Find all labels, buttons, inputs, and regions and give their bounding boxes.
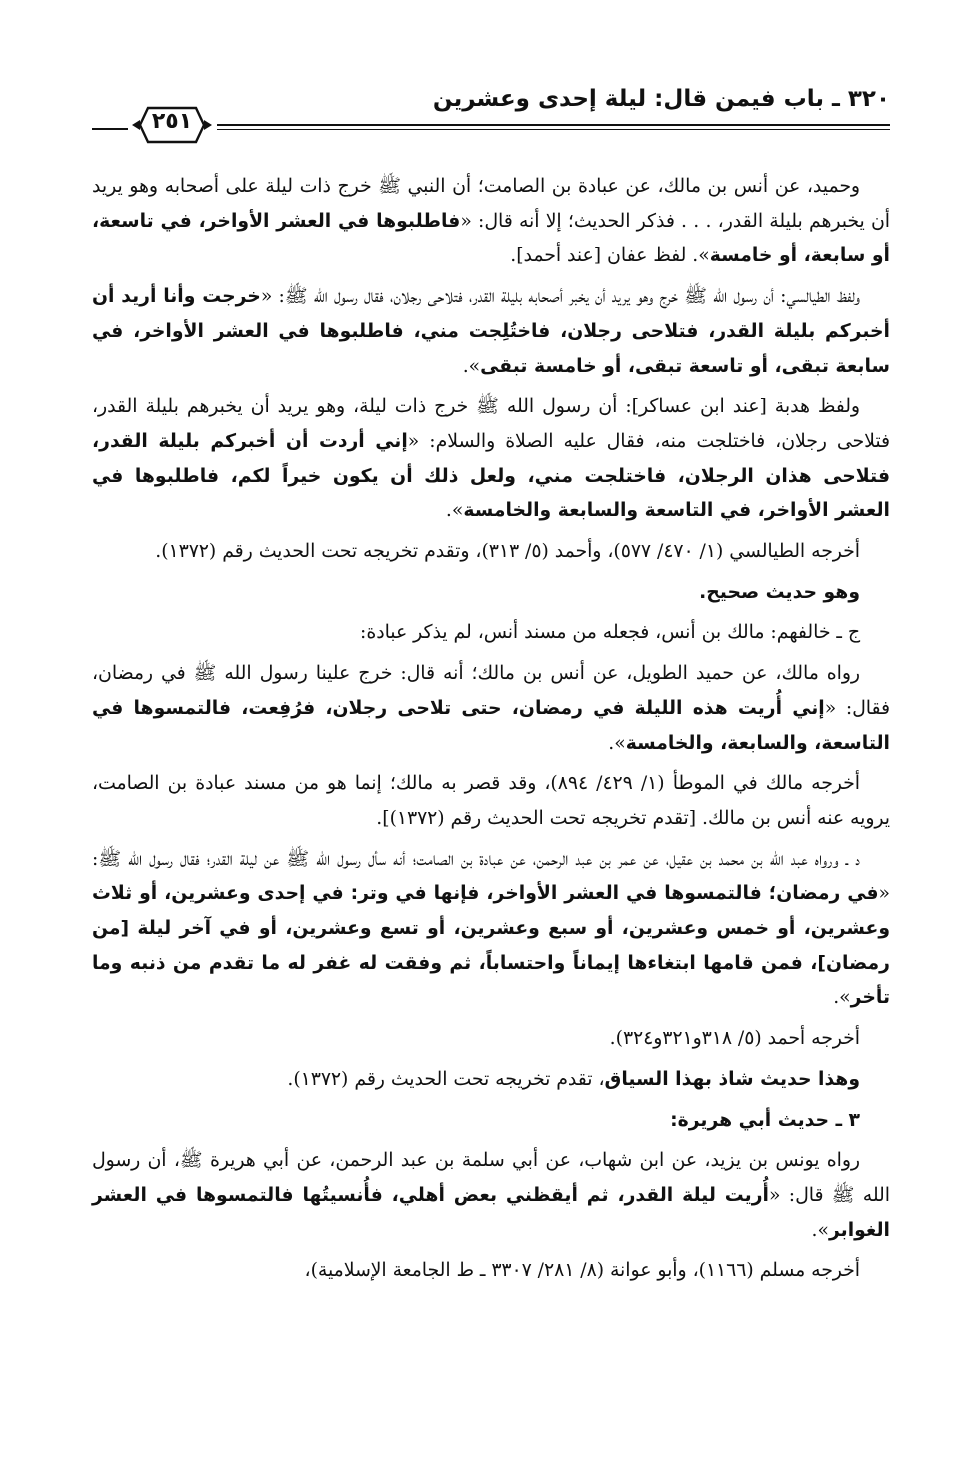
emphasized-text: وهذا حديث شاذ بهذا السياق	[604, 1068, 860, 1090]
paragraph	[92, 657, 890, 761]
page-number: ٢٥١	[151, 109, 193, 134]
emphasized-text: أُريت ليلة القدر، ثم أيقظني بعض أهلي، فأُنسيتُها فالتمسوها في العشر الغوابر	[92, 1184, 890, 1241]
emphasized-text: إني أردت أن أخبركم بليلة القدر، فتلاحى هذان الرجلان، فاختلجت مني، ولعل ذلك أن يكون خيراً لكم، فاطلبوها في العشر الأواخر، في التاسعة والسابعة والخامسة	[92, 430, 890, 522]
paragraph	[92, 1254, 890, 1289]
text-run: ». لفظ عفان [عند أحمد].	[510, 245, 710, 267]
text-run: أخرجه أحمد (٥/ ٣١٨و٣٢١و٣٢٤).	[609, 1028, 860, 1050]
paragraph	[92, 170, 890, 274]
text-run: د ـ ورواه عبد الله بن محمد بن عقيل، عن عمر بن عبد الرحمن، عن عبادة بن الصامت؛ أنه سأل رسول الله ﷺ عن ليلة القدر؛ فقال رسول الله ﷺ: «	[92, 848, 890, 905]
text-run: رواه مالك، عن حميد الطويل، عن أنس بن مالك؛ أنه قال: خرج علينا رسول الله ﷺ في رمضان، فقال: «	[92, 663, 890, 719]
emphasized-text: ٣ ـ حديث أبي هريرة:	[670, 1109, 860, 1131]
paragraph	[92, 616, 890, 651]
text-run: ج ـ خالفهم: مالك بن أنس، فجعله من مسند أنس، لم يذكر عبادة:	[360, 622, 860, 644]
emphasized-text: خرجت وأنا أريد أن أخبركم بليلة القدر، فتلاحى رجلان، فاختُلِجت مني، فاطلبوها في العشر الأواخر، في سابعة تبقى، أو تاسعة تبقى، أو خامسة تبقى	[92, 286, 890, 377]
text-run: أخرجه مسلم (١١٦٦)، وأبو عوانة (٨/ ٢٨١/ ٣٣٠٧ ـ ط الجامعة الإسلامية)،	[304, 1260, 860, 1282]
text-run: وحميد، عن أنس بن مالك، عن عبادة بن الصامت؛ أن النبي ﷺ خرج ذات ليلة على أصحابه وهو يريد أن يخبرهم بليلة القدر، . . . فذكر الحديث؛ إلا أنه قال: «	[92, 176, 890, 232]
paragraph	[92, 535, 890, 570]
page-number-badge	[130, 102, 214, 148]
running-title: ٣٢٠ ـ باب فيمن قال: ليلة إحدى وعشرين	[432, 86, 890, 112]
text-run: ».	[833, 987, 851, 1009]
emphasized-text: فاطلبوها في العشر الأواخر، في تاسعة، أو سابعة، أو خامسة	[92, 210, 890, 267]
paragraph	[92, 390, 890, 529]
paragraph	[92, 1063, 890, 1098]
emphasized-text: في رمضان؛ فالتمسوها في العشر الأواخر، فإنها في وتر: في إحدى وعشرين، أو ثلاث وعشرين، أو خمس وعشرين، أو سبع وعشرين، أو تسع وعشرين، أو في آخر ليلة [من رمضان]، فمن قامها ابتغاءها إيماناً واحتساباً، ثم وفقت له غفر له ما تقدم من ذنبه وما تأخر	[92, 883, 890, 1009]
header-rule-short	[92, 128, 128, 130]
text-run: ».	[608, 732, 626, 754]
paragraph	[92, 280, 890, 384]
text-run: ».	[445, 500, 464, 522]
text-run: أخرجه الطيالسي (١/ ٤٧٠/ ٥٧٧)، وأحمد (٥/ ٣١٣)، وتقدم تخريجه تحت الحديث رقم (١٣٧٢).	[155, 541, 860, 563]
main-text	[92, 170, 890, 1295]
text-run: رواه يونس بن يزيد، عن ابن شهاب، عن أبي سلمة بن عبد الرحمن، عن أبي هريرة ﷺ، أن رسول الله ﷺ قال: «	[92, 1150, 890, 1206]
paragraph	[92, 1144, 890, 1248]
text-run: ولفظ هدبة [عند ابن عساكر]: أن رسول الله ﷺ خرج ذات ليلة، وهو يريد أن يخبرهم بليلة القدر، فتلاحى رجلان، فاختلجت منه، فقال عليه الصلاة والسلام: «	[92, 396, 890, 452]
header-rule-thin	[217, 129, 890, 130]
text-run: ».	[462, 355, 481, 377]
page-header	[92, 82, 890, 148]
paragraph	[92, 1104, 890, 1139]
text-run: ».	[811, 1219, 829, 1241]
emphasized-text: إني أُريت هذه الليلة في رمضان، حتى تلاحى رجلان، فرُفِعت، فالتمسوها في التاسعة، والسابعة، والخامسة	[92, 697, 890, 754]
paragraph	[92, 1022, 890, 1057]
text-run: ولفظ الطيالسي: أن رسول الله ﷺ خرج وهو يريد أن يخبر أصحابه بليلة القدر، فتلاحى رجلان، فقال رسول الله ﷺ: «	[260, 286, 860, 308]
text-run: ، تقدم تخريجه تحت الحديث رقم (١٣٧٢).	[287, 1068, 605, 1090]
header-rule	[217, 124, 890, 126]
paragraph	[92, 843, 890, 1017]
paragraph	[92, 576, 890, 611]
text-run: أخرجه مالك في الموطأ (١/ ٤٢٩/ ٨٩٤)، وقد قصر به مالك؛ إنما هو من مسند عبادة بن الصامت، يرويه عنه أنس بن مالك. [تقدم تخريجه تحت الحديث رقم (١٣٧٢)].	[92, 773, 890, 829]
paragraph	[92, 767, 890, 836]
emphasized-text: وهو حديث صحيح.	[699, 581, 860, 603]
